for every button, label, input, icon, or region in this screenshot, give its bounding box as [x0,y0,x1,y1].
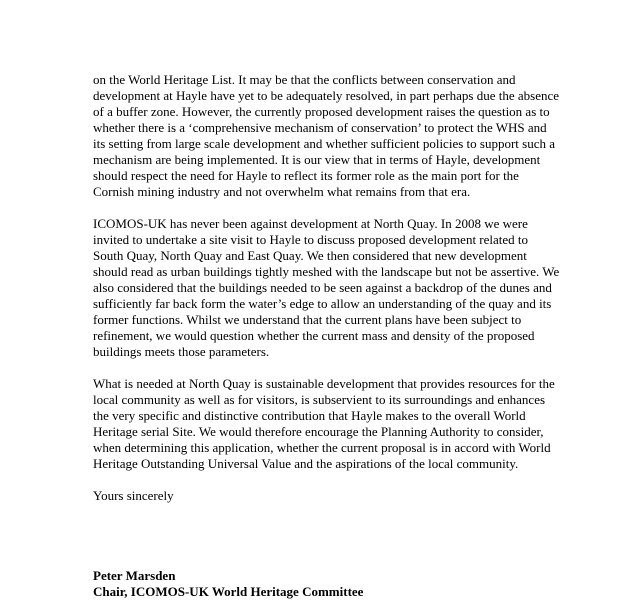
letter-paragraph-2: ICOMOS-UK has never been against development at North Quay. In 2008 we were invited to undertake a site visit to Hayle to discuss proposed development related to South Quay, North Quay and East Quay. We then considered that new development should read as urban buildings tightly meshed with the landscape but not be assertive. We also considered that the buildings needed to be seen against a backdrop of the dunes and sufficiently far back form the water’s edge to allow an understanding of the quay and its former functions. Whilst we understand that the current plans have been subject to refinement, we would question whether the current mass and density of the proposed buildings meets those parameters. [93,216,560,359]
signature-name: Peter Marsden [93,568,176,583]
signature-title: Chair, ICOMOS-UK World Heritage Committee [93,584,364,599]
letter-body [93,72,561,600]
letter-closing: Yours sincerely [93,488,174,503]
signature-block [93,568,561,600]
letter-paragraph-1: on the World Heritage List. It may be that the conflicts between conservation and development at Hayle have yet to be adequately resolved, in part perhaps due the absence of a buffer zone. However, the currently proposed development raises the question as to whether there is a ‘comprehensive mechanism of conservation’ to protect the WHS and its setting from large scale development and whether sufficient policies to support such a mechanism are being implemented. It is our view that in terms of Hayle, development should respect the need for Hayle to reflect its former role as the main port for the Cornish mining industry and not overwhelm what remains from that era. [93,72,560,199]
letter-paragraph-3: What is needed at North Quay is sustainable development that provides resources for the local community as well as for visitors, is subservient to its surroundings and enhances the very specific and distinctive contribution that Hayle makes to the overall World Heritage serial Site. We would therefore encourage the Planning Authority to consider, when determining this application, whether the current proposal is in accord with World Heritage Outstanding Universal Value and the aspirations of the local community. [93,376,555,471]
